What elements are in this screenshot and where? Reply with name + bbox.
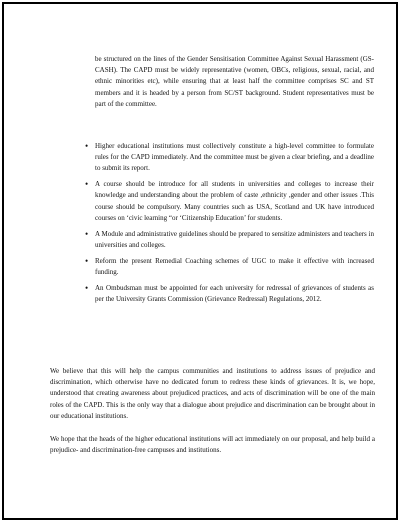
list-item: • Higher educational institutions must collectively constitute a high-level committee to formulate rules for the CAPD immediately. And the committee must be given a clear briefing, and a deadline to submit its report. — [95, 141, 374, 175]
body-paragraph: We believe that this will help the campus communities and institutions to address issues of prejudice and discrimination, which otherwise have no dedicated forum to redress these kinds of grievances. It is, we hope, understood that creating awareness about prejudiced practices, and acts of discrimination will be one of the main roles of the CAPD. This is the only way that a dialogue about prejudice and discrimination can be brought about in our educational institutions. — [50, 367, 375, 420]
continuation-paragraph: be structured on the lines of the Gender Sensitisation Committee Against Sexual Harassment (GS-CASH). The CAPD must be widely representative (women, OBCs, religious, sexual, racial, and ethnic minorities etc), while ensuring that at least half the committee comprises SC and ST members and it is headed by a person from SC/ST background. Student representatives must be part of the committee. — [95, 55, 374, 108]
list-item: • A Module and administrative guidelines should be prepared to sensitize administers and teachers in universities and colleges. — [95, 229, 374, 251]
closing-paragraph: We hope that the heads of the higher educational institutions will act immediately on our proposal, and help build a prejudice- and discrimination-free campuses and institutions. — [50, 435, 375, 455]
recommendations-list — [95, 141, 374, 310]
document-page — [2, 2, 398, 520]
list-item: • An Ombudsman must be appointed for each university for redressal of grievances of students as per the University Grants Commission (Grievance Redressal) Regulations, 2012. — [95, 283, 374, 305]
document-body — [4, 4, 396, 518]
list-item: • Reform the present Remedial Coaching schemes of UGC to make it effective with increased funding. — [95, 256, 374, 278]
list-item: • A course should be introduce for all students in universities and colleges to increase their knowledge and understanding about the problem of caste ,ethnicity ,gender and other issues .This course should be compulsory. Many countries such as USA, Scotland and UK have introduced courses on ‘civic learning “or ‘Citizenship Education’ for students. — [95, 179, 374, 224]
